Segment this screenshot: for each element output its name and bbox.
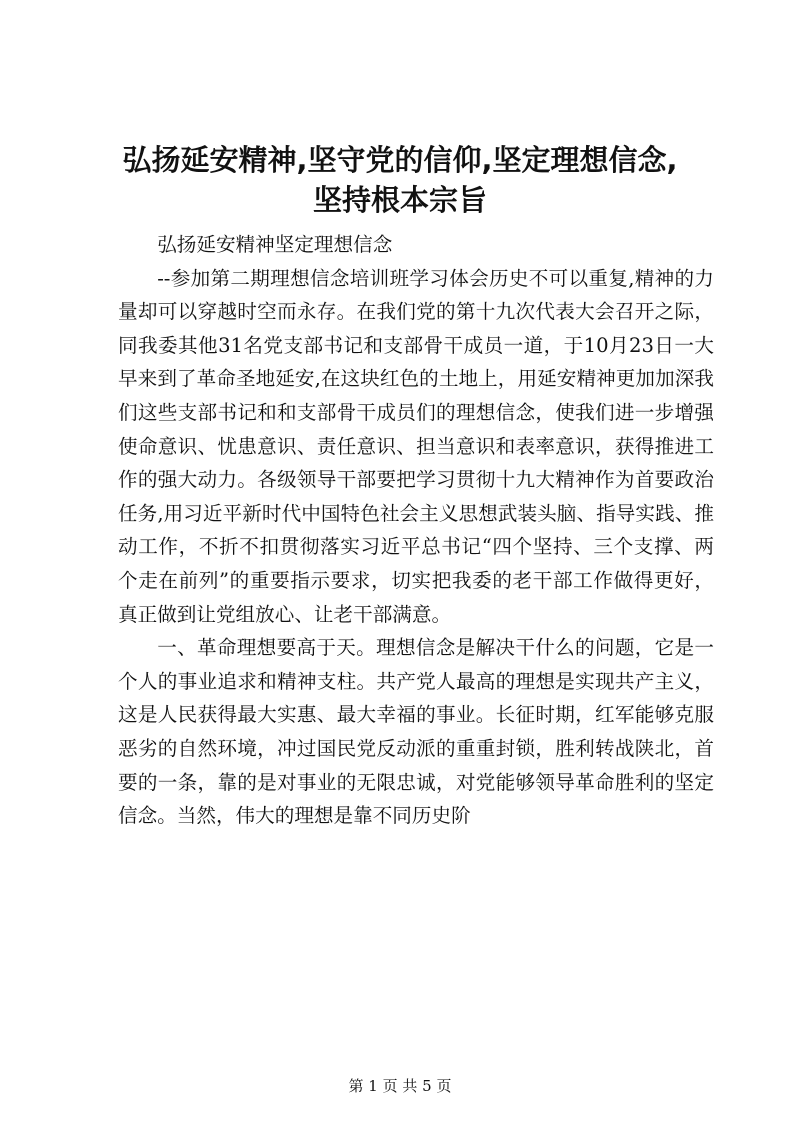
document-title (80, 140, 720, 220)
document-body (118, 228, 714, 833)
page-footer (0, 1076, 800, 1096)
title-line-1: 弘扬延安精神,坚守党的信仰,坚定理想信念, (122, 143, 678, 177)
body-paragraph: 一、革命理想要高于天。理想信念是解决干什么的问题，它是一个人的事业追求和精神支柱。共产党人最高的理想是实现共产主义，这是人民获得最大实惠、最大幸福的事业。长征时期，红军能够克服恶劣的自然环境，冲过国民党反动派的重重封锁，胜利转战陕北，首要的一条，靠的是对事业的无限忠诚，对党能够领导革命胜利的坚定信念。当然，伟大的理想是靠不同历史阶 (118, 636, 714, 828)
title-line-2: 坚持根本宗旨 (312, 183, 487, 217)
body-paragraph: --参加第二期理想信念培训班学习体会历史不可以重复,精神的力量却可以穿越时空而永存。在我们党的第十九次代表大会召开之际，同我委其他31名党支部书记和支部骨干成员一道，于10月23日一大早来到了革命圣地延安,在这块红色的土地上，用延安精神更加加深我们这些支部书记和和支部骨干成员们的理想信念，使我们进一步增强使命意识、忧患意识、责任意识、担当意识和表率意识，获得推进工作的强大动力。各级领导干部要把学习贯彻十九大精神作为首要政治任务,用习近平新时代中国特色社会主义思想武装头脑、指导实践、推动工作，不折不扣贯彻落实习近平总书记“四个坚持、三个支撑、两个走在前列”的重要指示要求，切实把我委的老干部工作做得更好，真正做到让党组放心、让老干部满意。 (118, 266, 714, 626)
page-number: 第 1 页 共 5 页 (348, 1077, 452, 1095)
subtitle-paragraph: 弘扬延安精神坚定理想信念 (157, 233, 393, 256)
